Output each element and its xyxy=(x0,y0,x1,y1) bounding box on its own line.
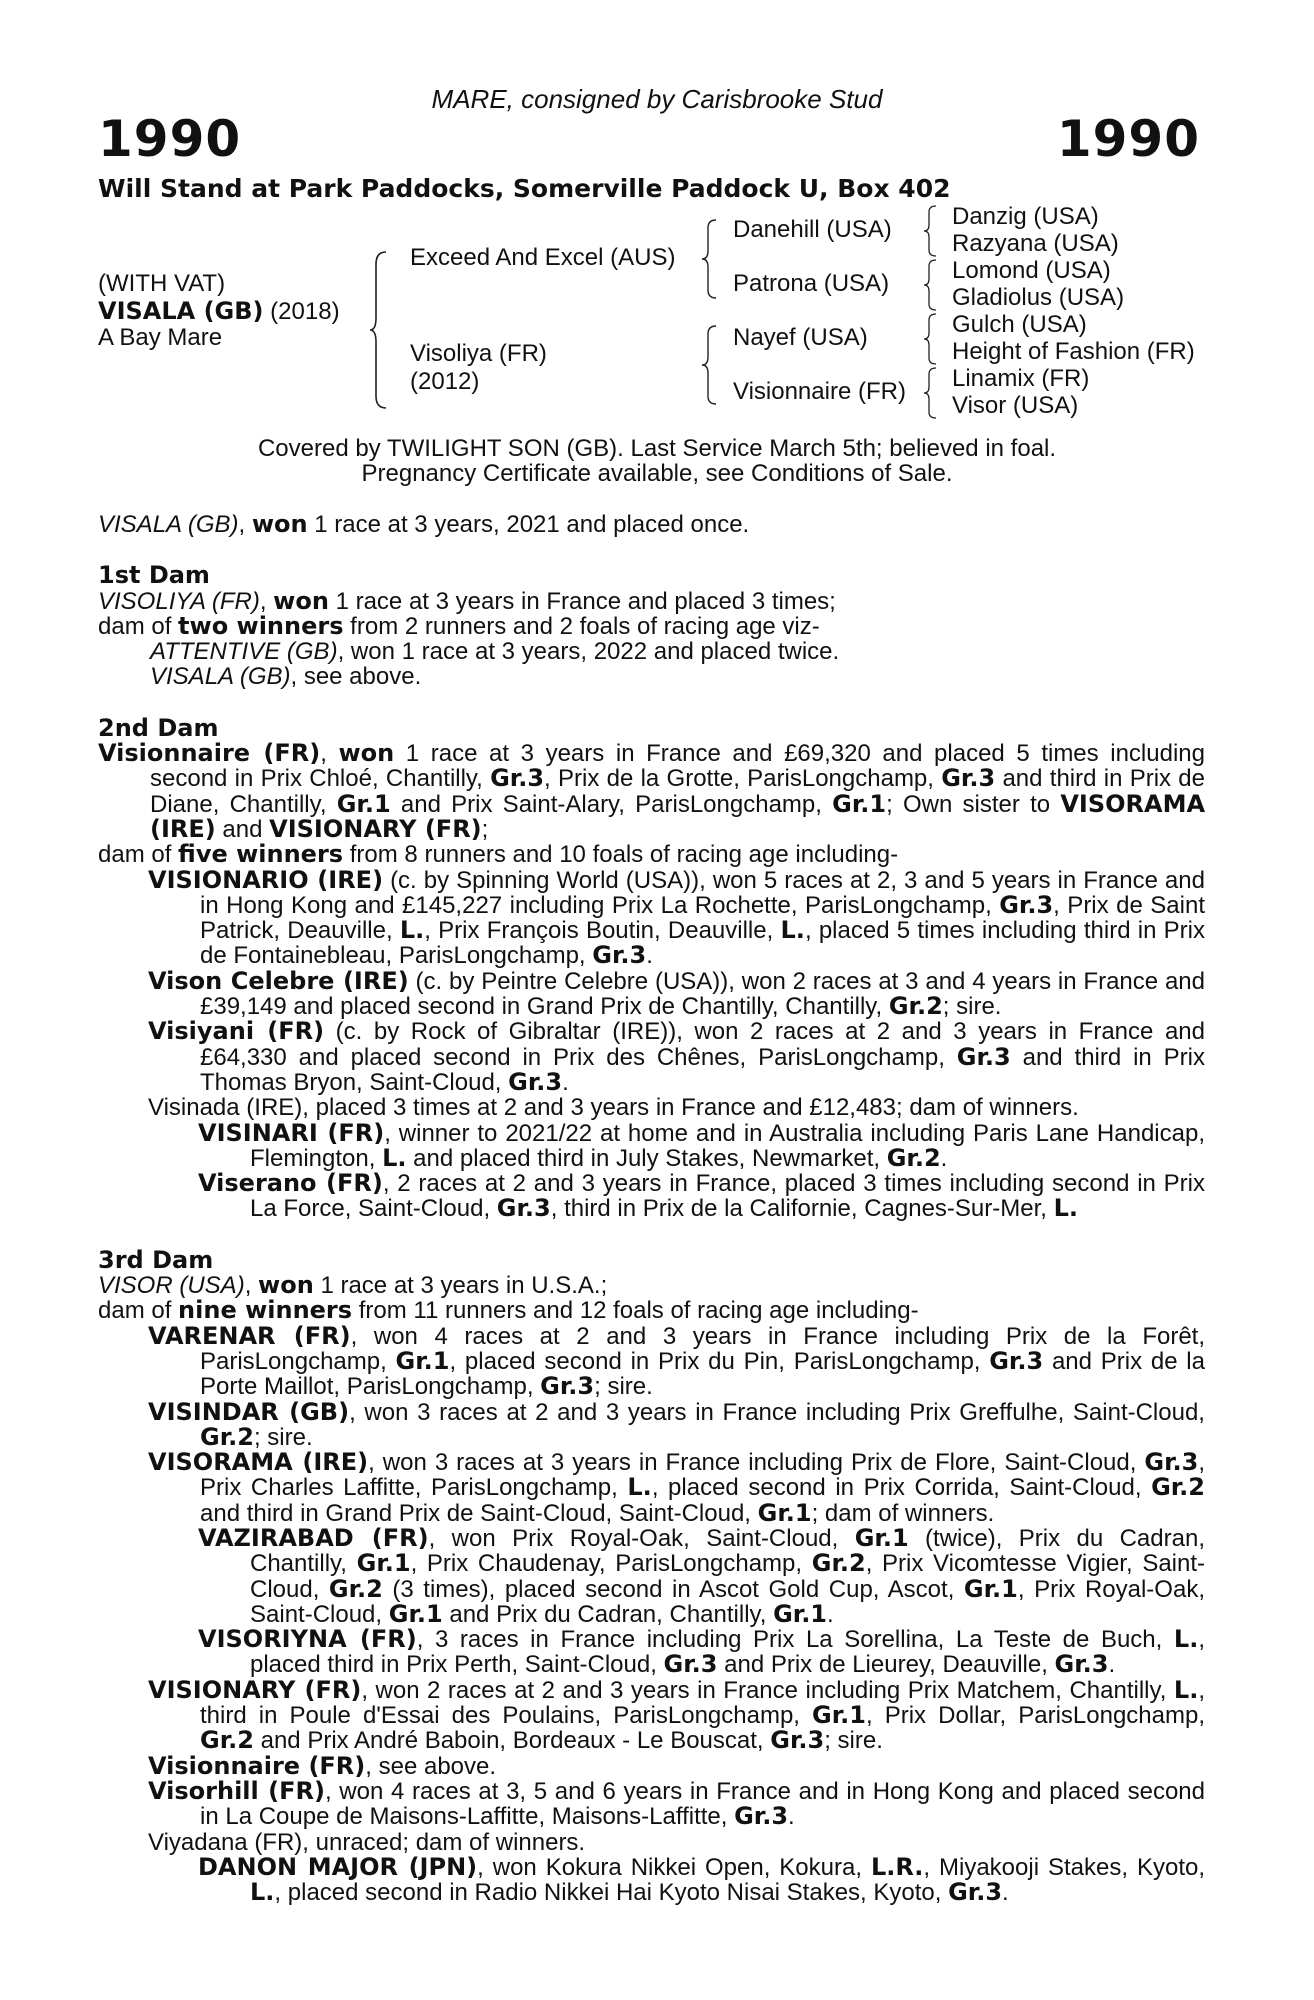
dam3-grandfoal-3: DANON MAJOR (JPN), won Kokura Nikkei Open, Kokura, L.R., Miyakooji Stakes, Kyoto, L., placed second in Radio Nikkei Hai Kyoto Nisai Stakes, Kyoto, Gr.3. xyxy=(198,1852,1206,1907)
dam2-heading: 2nd Dam xyxy=(98,713,219,742)
pedigree-sire-sire: Danehill (USA) xyxy=(733,216,892,243)
pedigree-dam-dam: Visionnaire (FR) xyxy=(733,378,906,405)
dam3-foal-6: Visorhill (FR), won 4 races at 3, 5 and 6 years in France and in Hong Kong and placed second in La Coupe de Maisons-Laffitte, Maisons-Laffitte, Gr.3. xyxy=(148,1776,1206,1831)
dam1-heading: 1st Dam xyxy=(98,561,210,590)
subject-description: A Bay Mare xyxy=(98,324,223,351)
dam1-produce: dam of two winners from 2 runners and 2 foals of racing age viz- xyxy=(98,611,820,640)
dam2-grandfoal-1: VISINARI (FR), winner to 2021/22 at home and in Australia including Paris Lane Handicap, Flemington, L. and placed third in July Stakes, Newmarket, Gr.2. xyxy=(198,1118,1205,1172)
dam1-record: VISOLIYA (FR), won 1 race at 3 years in France and placed 3 times; xyxy=(98,586,836,615)
pedigree-sdd: Gladiolus (USA) xyxy=(952,284,1125,311)
dam3-grandfoal-2: VISORIYNA (FR), 3 races in France including Prix La Sorellina, La Teste de Buch, L., placed third in Prix Perth, Saint-Cloud, Gr.3 and Prix de Lieurey, Deauville, Gr.3. xyxy=(198,1625,1205,1679)
dam3-foal-1: VARENAR (FR), won 4 races at 2 and 3 years in France including Prix de la Forêt, ParisLongchamp, Gr.1, placed second in Prix du Pin, ParisLongchamp, Gr.3 and Prix de la Porte Maillot, ParisLongchamp, Gr.3; sire. xyxy=(148,1321,1205,1401)
dam3-grandfoal-1: VAZIRABAD (FR), won Prix Royal-Oak, Saint-Cloud, Gr.1 (twice), Prix du Cadran, Chantilly, Gr.1, Prix Chaudenay, ParisLongchamp, Gr.2, Prix Vicomtesse Vigier, Saint-Cloud, Gr.2 (3 times), placed second in Ascot Gold Cup, Ascot, Gr.1, Prix Royal-Oak, Saint-Cloud, Gr.1 and Prix du Cadran, Chantilly, Gr.1. xyxy=(198,1523,1206,1628)
subject-year: (2018) xyxy=(263,298,340,325)
lot-number-right: 1990 xyxy=(1056,110,1200,168)
produce-record xyxy=(98,512,1205,1905)
dam1-foal-2: VISALA (GB), see above. xyxy=(150,663,422,691)
dam3-heading: 3rd Dam xyxy=(98,1245,214,1274)
pedigree-ddd: Visor (USA) xyxy=(952,392,1079,419)
pregnancy-line: Pregnancy Certificate available, see Conditions of Sale. xyxy=(361,460,953,487)
dam2-record: Visionnaire (FR), won 1 race at 3 years in France and £69,320 and placed 5 times including second in Prix Chloé, Chantilly, Gr.3, Prix de la Grotte, ParisLongchamp, Gr.3 and third in Prix de Diane, Chantilly, Gr.1 and Prix Saint-Alary, ParisLongchamp, Gr.1; Own sister to VISORAMA (IRE) and VISIONARY (FR); xyxy=(98,739,1206,843)
dam2-foal-2: Vison Celebre (IRE) (c. by Peintre Celebre (USA)), won 2 races at 3 and 4 years in France and £39,149 and placed second in Grand Prix de Chantilly, Chantilly, Gr.2; sire. xyxy=(148,966,1205,1021)
pedigree-sds: Lomond (USA) xyxy=(952,257,1111,284)
consignor-line: MARE, consigned by Carisbrooke Stud xyxy=(431,84,883,114)
dam3-record: VISOR (USA), won 1 race at 3 years in U.S.A.; xyxy=(98,1271,608,1300)
stand-location: Will Stand at Park Paddocks, Somerville Paddock U, Box 402 xyxy=(98,174,951,203)
pedigree-brace-ds xyxy=(922,312,940,366)
pedigree-dam-year: (2012) xyxy=(410,368,480,395)
subject-record: VISALA (GB), won 1 race at 3 years, 2021 and placed once. xyxy=(98,510,750,538)
pedigree-sire: Exceed And Excel (AUS) xyxy=(410,244,676,271)
pedigree-dds: Linamix (FR) xyxy=(952,365,1090,392)
pedigree-brace-main xyxy=(368,250,392,410)
pedigree-dam-sire: Nayef (USA) xyxy=(733,324,868,351)
dam3-foal-4: VISIONARY (FR), won 2 races at 2 and 3 years in France including Prix Matchem, Chantilly, L., third in Poule d'Essai des Poulains, ParisLongchamp, Gr.1, Prix Dollar, ParisLongchamp, Gr.2 and Prix André Baboin, Bordeaux - Le Bouscat, Gr.3; sire. xyxy=(148,1675,1206,1755)
dam2-foal-3: Visiyani (FR) (c. by Rock of Gibraltar (IRE)), won 2 races at 2 and 3 years in France and £64,330 and placed second in Prix des Chênes, ParisLongchamp, Gr.3 and third in Prix Thomas Bryon, Saint-Cloud, Gr.3. xyxy=(148,1017,1205,1096)
pedigree-dsd: Height of Fashion (FR) xyxy=(952,338,1195,365)
dam3-foal-2: VISINDAR (GB), won 3 races at 2 and 3 years in France including Prix Greffulhe, Saint-Cloud, Gr.2; sire. xyxy=(148,1397,1205,1451)
dam2-produce: dam of five winners from 8 runners and 10 foals of racing age including- xyxy=(98,840,899,869)
dam3-produce: dam of nine winners from 11 runners and 12 foals of racing age including- xyxy=(98,1296,919,1325)
subject-name: VISALA (GB) xyxy=(98,297,264,325)
pedigree-dam: Visoliya (FR) xyxy=(410,340,547,367)
pedigree-sss: Danzig (USA) xyxy=(952,203,1099,230)
dam2-foal-4: Visinada (IRE), placed 3 times at 2 and 3 years in France and £12,483; dam of winners. xyxy=(148,1094,1079,1122)
pedigree-brace-sd xyxy=(922,258,940,312)
pedigree-dss: Gulch (USA) xyxy=(952,311,1087,338)
dam2-grandfoal-2: Viserano (FR), 2 races at 2 and 3 years in France, placed 3 times including second in Prix La Force, Saint-Cloud, Gr.3, third in Prix de la Californie, Cagnes-Sur-Mer, L. xyxy=(198,1169,1205,1223)
subject-name-line xyxy=(98,297,340,326)
dam3-foal-7: Viyadana (FR), unraced; dam of winners. xyxy=(148,1828,586,1856)
pedigree-brace-dd xyxy=(922,366,940,420)
dam3-foal-3: VISORAMA (IRE), won 3 races at 3 years in France including Prix de Flore, Saint-Cloud, Gr.3, Prix Charles Laffitte, ParisLongchamp, L., placed second in Prix Corrida, Saint-Cloud, Gr.2 and third in Grand Prix de Saint-Cloud, Saint-Cloud, Gr.1; dam of winners. xyxy=(148,1448,1206,1527)
lot-number-left: 1990 xyxy=(98,110,242,168)
pedigree-brace-ss xyxy=(922,204,940,258)
pedigree-brace-sire xyxy=(700,218,720,300)
dam1-foal-1: ATTENTIVE (GB), won 1 race at 3 years, 2022 and placed twice. xyxy=(150,638,840,666)
subject-vat: (WITH VAT) xyxy=(98,270,226,297)
pedigree-brace-dam xyxy=(700,324,720,406)
pedigree-sire-dam: Patrona (USA) xyxy=(733,270,890,297)
covered-line: Covered by TWILIGHT SON (GB). Last Service March 5th; believed in foal. xyxy=(257,435,1057,462)
dam3-foal-5: Visionnaire (FR), see above. xyxy=(148,1751,497,1780)
pedigree-ssd: Razyana (USA) xyxy=(952,230,1119,257)
dam2-foal-1: VISIONARIO (IRE) (c. by Spinning World (USA)), won 5 races at 2, 3 and 5 years in France and in Hong Kong and £145,227 including Prix La Rochette, ParisLongchamp, Gr.3, Prix de Saint Patrick, Deauville, L., Prix François Boutin, Deauville, L., placed 5 times including third in Prix de Fontainebleau, ParisLongchamp, Gr.3. xyxy=(148,865,1205,970)
